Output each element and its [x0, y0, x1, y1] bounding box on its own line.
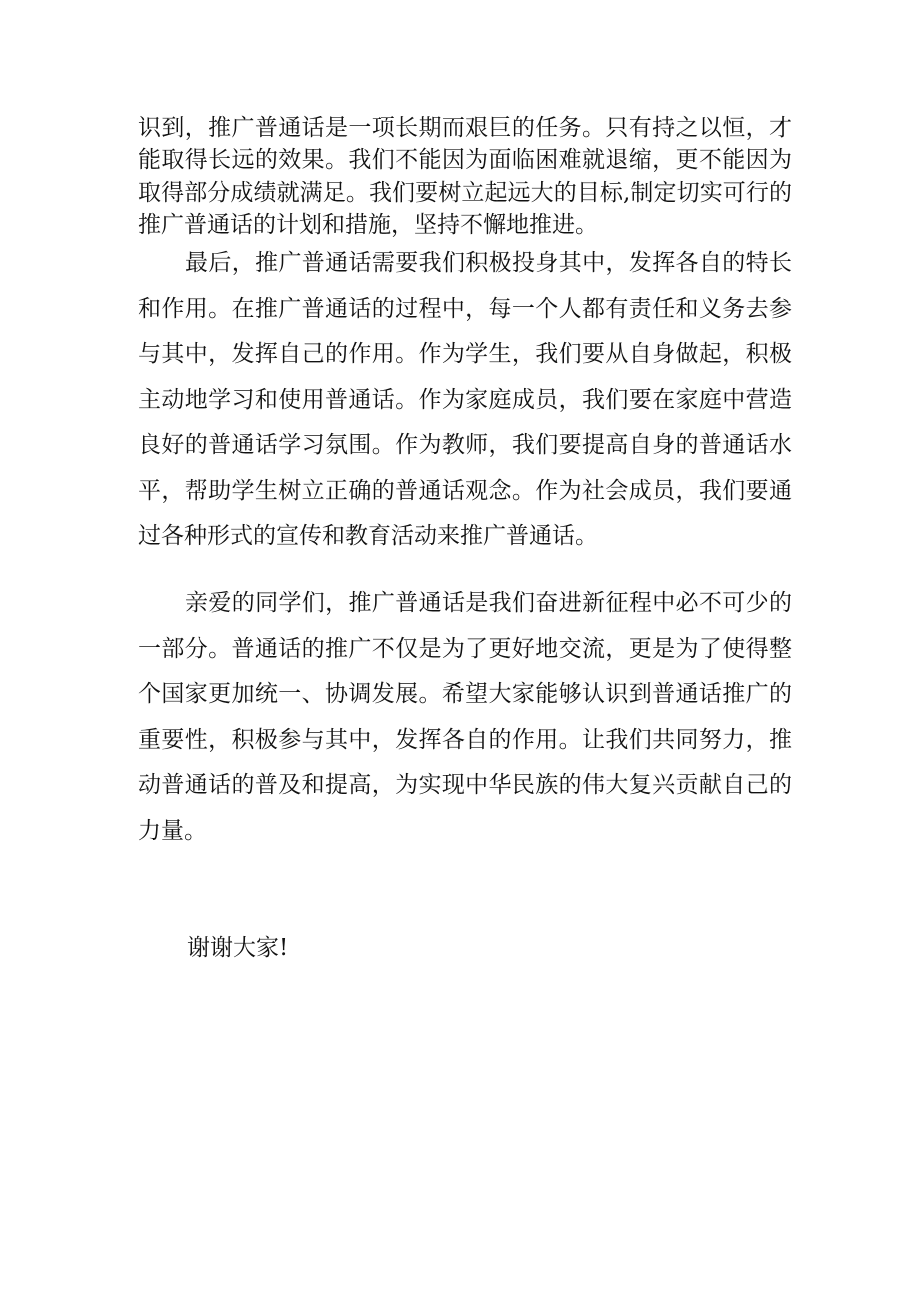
closing-thanks: 谢谢大家!	[187, 935, 289, 961]
paragraph-finally: 最后，推广普通话需要我们积极投身其中，发挥各自的特长和作用。在推广普通话的过程中，每一个人都有责任和义务去参与其中，发挥自己的作用。作为学生，我们要从自身做起，积极主动地学习和使用普通话。作为家庭成员，我们要在家庭中营造良好的普通话学习氛围。作为教师，我们要提高自身的普通话水平，帮助学生树立正确的普通话观念。作为社会成员，我们要通过各种形式的宣传和教育活动来推广普通话。	[138, 250, 792, 549]
paragraph-continuation: 识到，推广普通话是一项长期而艰巨的任务。只有持之以恒，才能取得长远的效果。我们不能因为面临困难就退缩，更不能因为取得部分成绩就满足。我们要树立起远大的目标,制定切实可行的推广普通话的计划和措施，坚持不懈地推进。	[138, 115, 792, 238]
paragraph-dear-students: 亲爱的同学们，推广普通话是我们奋进新征程中必不可少的一部分。普通话的推广不仅是为了更好地交流，更是为了使得整个国家更加统一、协调发展。希望大家能够认识到普通话推广的重要性，积极参与其中，发挥各自的作用。让我们共同努力，推动普通话的普及和提高，为实现中华民族的伟大复兴贡献自己的力量。	[138, 590, 792, 844]
